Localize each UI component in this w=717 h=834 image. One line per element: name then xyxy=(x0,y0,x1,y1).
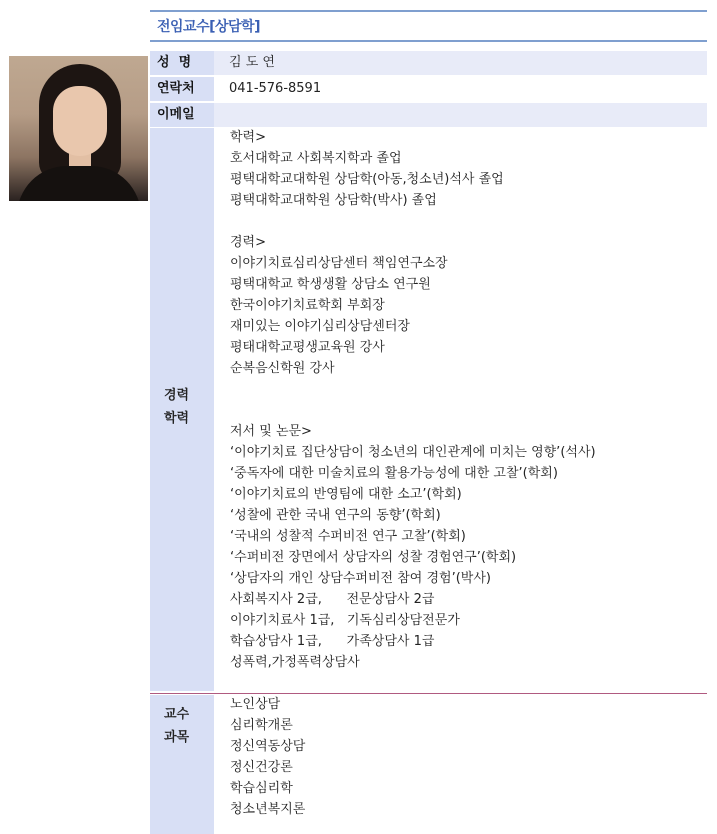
career-line: 사회복지사 2급, 전문상담사 2급 xyxy=(230,592,435,607)
title-rule xyxy=(150,40,707,42)
course-item: 정신역동상담 xyxy=(230,739,306,754)
career-line: 성폭력,가정폭력상담사 xyxy=(230,655,360,670)
top-rule xyxy=(150,10,707,12)
name-value: 김 도 연 xyxy=(214,51,707,75)
career-line: 한국이야기치료학회 부회장 xyxy=(230,298,385,313)
career-line: ‘중독자에 대한 미술치료의 활용가능성에 대한 고찰’(학회) xyxy=(230,466,558,481)
courses-label-cell xyxy=(150,695,214,834)
career-line: 평태대학교평생교육원 강사 xyxy=(230,340,385,355)
career-label-line1: 경력 xyxy=(164,388,190,403)
career-label-line2: 학력 xyxy=(164,411,190,426)
phone-value: 041-576-8591 xyxy=(229,81,322,96)
course-item: 학습심리학 xyxy=(230,781,293,796)
career-line: 학력> xyxy=(230,130,267,145)
page-title: 전임교수[상담학] xyxy=(157,19,260,35)
phone-row xyxy=(150,77,707,101)
career-line: ‘이야기치료의 반영팀에 대한 소고’(학회) xyxy=(230,487,462,502)
career-line: 호서대학교 사회복지학과 졸업 xyxy=(230,151,402,166)
course-item: 청소년복지론 xyxy=(230,802,306,817)
courses-list xyxy=(230,694,305,820)
career-line: ‘국내의 성찰적 수퍼비전 연구 고찰’(학회) xyxy=(230,529,466,544)
course-item: 정신건강론 xyxy=(230,760,293,775)
career-content xyxy=(230,127,596,673)
career-line: 이야기치료심리상담센터 책임연구소장 xyxy=(230,256,448,271)
career-line: 평택대학교대학원 상담학(박사) 졸업 xyxy=(230,193,437,208)
career-line: 학습상담사 1급, 가족상담사 1급 xyxy=(230,634,435,649)
courses-label-line1: 교수 xyxy=(164,707,190,722)
career-line: 이야기치료사 1급, 기독심리상담전문가 xyxy=(230,613,460,628)
name-label: 성 명 xyxy=(150,51,214,75)
career-line xyxy=(230,211,596,232)
career-label-cell xyxy=(150,128,214,691)
career-line: 저서 및 논문> xyxy=(230,424,312,439)
phone-label: 연락처 xyxy=(150,77,214,101)
career-line: ‘성찰에 관한 국내 연구의 동향’(학회) xyxy=(230,508,441,523)
career-line: 경력> xyxy=(230,235,267,250)
career-line xyxy=(230,400,596,421)
course-item: 노인상담 xyxy=(230,697,281,712)
career-line: ‘상담자의 개인 상담수퍼비전 참여 경험’(박사) xyxy=(230,571,491,586)
course-item: 심리학개론 xyxy=(230,718,293,733)
courses-label-line2: 과목 xyxy=(164,730,190,745)
email-value[interactable] xyxy=(214,103,707,127)
email-label: 이메일 xyxy=(150,103,214,127)
career-line: 재미있는 이야기심리상담센터장 xyxy=(230,319,410,334)
profile-photo xyxy=(9,56,148,201)
name-row xyxy=(150,51,707,75)
career-line: 평택대학교 학생생활 상담소 연구원 xyxy=(230,277,431,292)
career-line: ‘수퍼비전 장면에서 상담자의 성찰 경험연구’(학회) xyxy=(230,550,517,565)
career-line xyxy=(230,379,596,400)
career-line: 평택대학교대학원 상담학(아동,청소년)석사 졸업 xyxy=(230,172,504,187)
email-row xyxy=(150,103,707,127)
career-line: ‘이야기치료 집단상담이 청소년의 대인관계에 미치는 영향’(석사) xyxy=(230,445,596,460)
career-line: 순복음신학원 강사 xyxy=(230,361,335,376)
